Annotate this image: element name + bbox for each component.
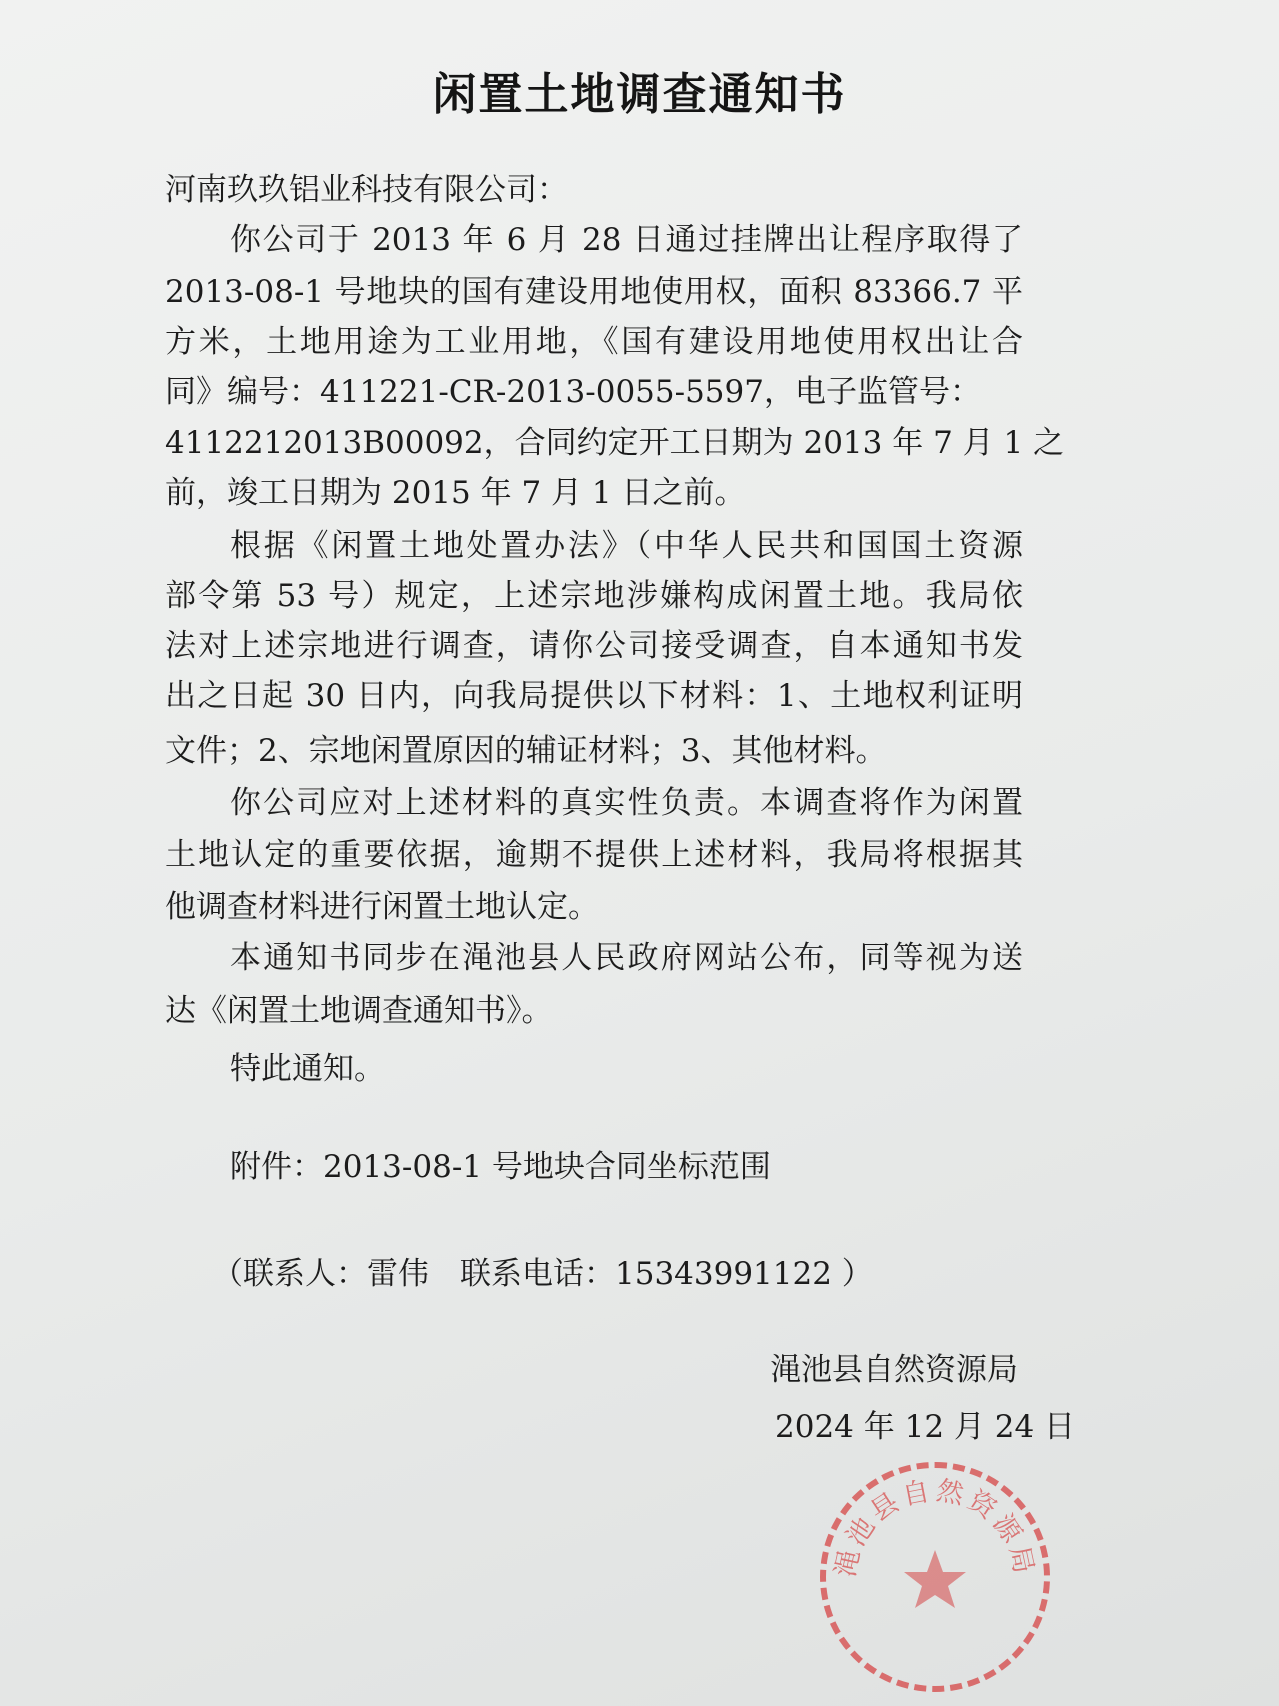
body-line: 土地认定的重要依据，逾期不提供上述材料，我局将根据其 xyxy=(165,837,1023,873)
document-title: 闲置土地调查通知书 xyxy=(432,69,847,120)
attachment-line: 附件：2013-08-1 号地块合同坐标范围 xyxy=(230,1149,771,1185)
body-line: 文件；2、宗地闲置原因的辅证材料；3、其他材料。 xyxy=(165,733,887,769)
body-line: 法对上述宗地进行调查，请你公司接受调查，自本通知书发 xyxy=(165,628,1023,664)
issue-date: 2024 年 12 月 24 日 xyxy=(775,1409,1076,1445)
body-line: 他调查材料进行闲置土地认定。 xyxy=(165,889,599,925)
addressee: 河南玖玖铝业科技有限公司： xyxy=(165,172,568,208)
body-line: 部令第 53 号）规定，上述宗地涉嫌构成闲置土地。我局依 xyxy=(165,578,1023,614)
issuer-name: 渑池县自然资源局 xyxy=(770,1352,1018,1388)
body-line: 你公司应对上述材料的真实性负责。本调查将作为闲置 xyxy=(230,785,1023,821)
body-line: 你公司于 2013 年 6 月 28 日通过挂牌出让程序取得了 xyxy=(230,222,1023,258)
body-line: 出之日起 30 日内，向我局提供以下材料：1、土地权利证明 xyxy=(165,678,1023,714)
seal-text: 渑池县自然资源局 xyxy=(830,1475,1040,1581)
official-seal xyxy=(820,1462,1050,1692)
body-line: 达《闲置土地调查通知书》。 xyxy=(165,993,553,1029)
closing-line: 特此通知。 xyxy=(230,1051,385,1087)
contact-line: （联系人：雷伟 联系电话：15343991122 ） xyxy=(212,1256,873,1292)
body-line: 2013-08-1 号地块的国有建设用地使用权，面积 83366.7 平 xyxy=(165,274,1023,310)
body-line: 根据《闲置土地处置办法》（中华人民共和国国土资源 xyxy=(230,528,1023,564)
seal-star-icon xyxy=(820,1462,1050,1692)
body-line: 4112212013B00092，合同约定开工日期为 2013 年 7 月 1 之 xyxy=(165,425,1065,461)
body-line: 前，竣工日期为 2015 年 7 月 1 日之前。 xyxy=(165,475,746,511)
body-line: 方米，土地用途为工业用地，《国有建设用地使用权出让合 xyxy=(165,324,1023,360)
body-line: 同》编号：411221-CR-2013-0055-5597，电子监管号： xyxy=(165,374,981,410)
body-line: 本通知书同步在渑池县人民政府网站公布，同等视为送 xyxy=(230,940,1023,976)
